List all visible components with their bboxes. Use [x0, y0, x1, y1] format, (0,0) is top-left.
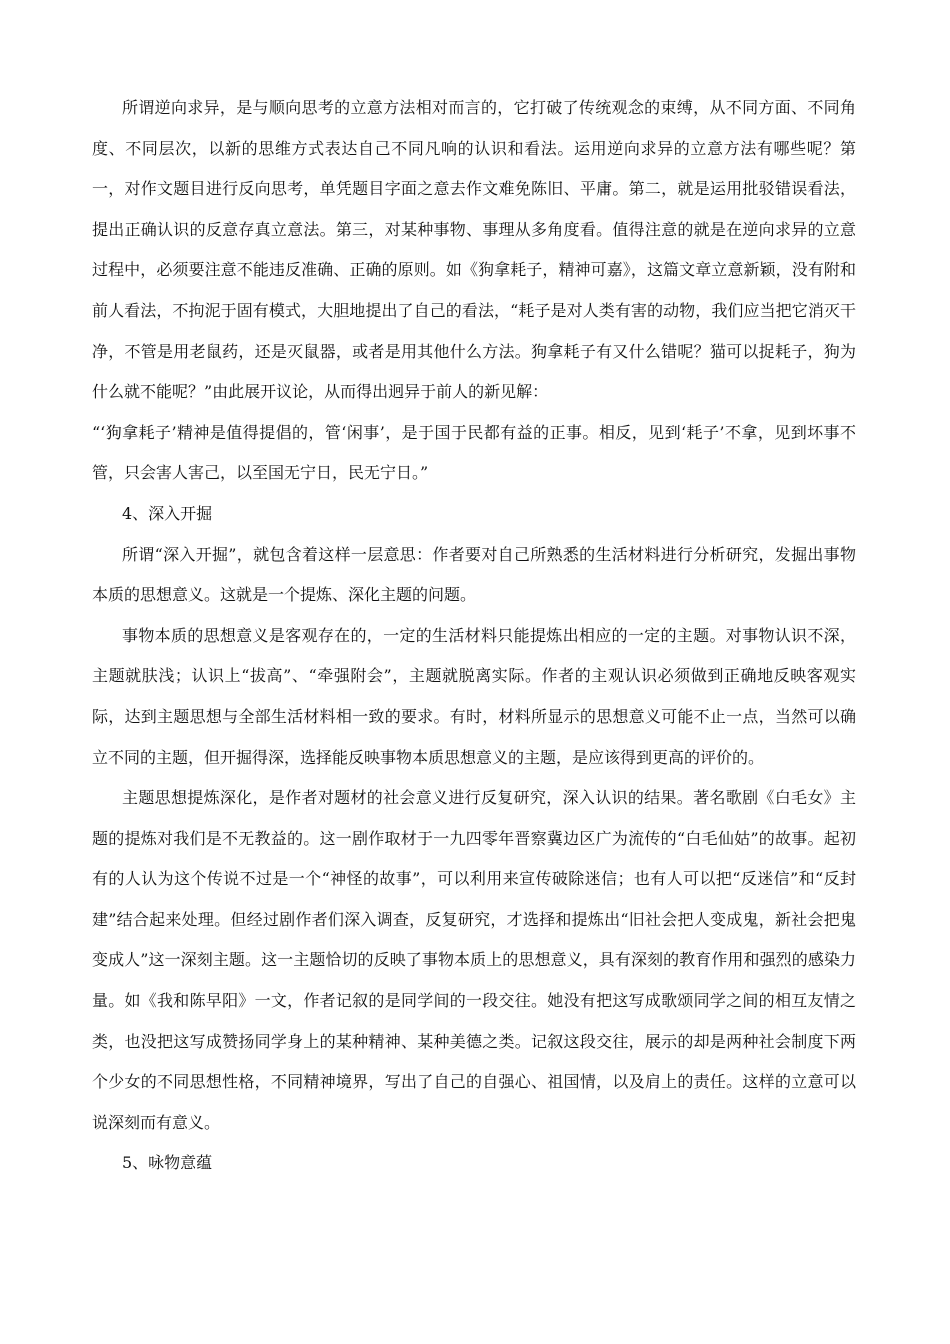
paragraph-reverse-thinking: 所谓逆向求异，是与顺向思考的立意方法相对而言的，它打破了传统观念的束缚，从不同方面、不同角度、不同层次，以新的思维方式表达自己不同凡响的认识和看法。运用逆向求异的立意方法有哪些呢？第一，对作文题目进行反向思考，单凭题目字面之意去作文难免陈旧、平庸。第二，就是运用批驳错误看法，提出正确认识的反意存真立意法。第三，对某种事物、事理从多角度看。值得注意的就是在逆向求异的立意过程中，必须要注意不能违反准确、正确的原则。如《狗拿耗子，精神可嘉》，这篇文章立意新颖，没有附和前人看法，不拘泥于固有模式，大胆地提出了自己的看法，“耗子是对人类有害的动物，我们应当把它消灭干净，不管是用老鼠药，还是灭鼠器，或者是用其他什么方法。狗拿耗子有又什么错呢？猫可以捉耗子，狗为什么就不能呢？”由此展开议论，从而得出迥异于前人的新见解：	[92, 98, 856, 402]
document-page	[92, 88, 856, 1184]
section-heading-5: 5、咏物意蕴	[122, 1153, 213, 1173]
paragraph-essence-meaning: 事物本质的思想意义是客观存在的，一定的生活材料只能提炼出相应的一定的主题。对事物认识不深，主题就肤浅；认识上“拔高”、“牵强附会”，主题就脱离实际。作者的主观认识必须做到正确地反映客观实际，达到主题思想与全部生活材料相一致的要求。有时，材料所显示的思想意义可能不止一点，当然可以确立不同的主题，但开掘得深，选择能反映事物本质思想意义的主题，是应该得到更高的评价的。	[92, 625, 856, 767]
paragraph-quote: “‘狗拿耗子’精神是值得提倡的，管‘闲事’，是于国于民都有益的正事。相反，见到‘耗子’不拿，见到坏事不管，只会害人害己，以至国无宁日，民无宁日。”	[92, 422, 856, 483]
section-heading-4: 4、深入开掘	[122, 503, 213, 523]
paragraph-theme-refinement: 主题思想提炼深化，是作者对题材的社会意义进行反复研究，深入认识的结果。著名歌剧《白毛女》主题的提炼对我们是不无教益的。这一剧作取材于一九四零年晋察冀边区广为流传的“白毛仙姑”的故事。起初有的人认为这个传说不过是一个“神怪的故事”，可以利用来宣传破除迷信；也有人可以把“反迷信”和“反封建”结合起来处理。但经过剧作者们深入调查，反复研究，才选择和提炼出“旧社会把人变成鬼，新社会把鬼变成人”这一深刻主题。这一主题恰切的反映了事物本质上的思想意义，具有深刻的教育作用和强烈的感染力量。如《我和陈早阳》一文，作者记叙的是同学间的一段交往。她没有把这写成歌颂同学之间的相互友情之类，也没把这写成赞扬同学身上的某种精神、某种美德之类。记叙这段交往，展示的却是两种社会制度下两个少女的不同思想性格，不同精神境界，写出了自己的自强心、祖国情，以及肩上的责任。这样的立意可以说深刻而有意义。	[92, 788, 856, 1132]
paragraph-deep-digging-definition: 所谓“深入开掘”，就包含着这样一层意思：作者要对自己所熟悉的生活材料进行分析研究，发掘出事物本质的思想意义。这就是一个提炼、深化主题的问题。	[92, 544, 856, 605]
